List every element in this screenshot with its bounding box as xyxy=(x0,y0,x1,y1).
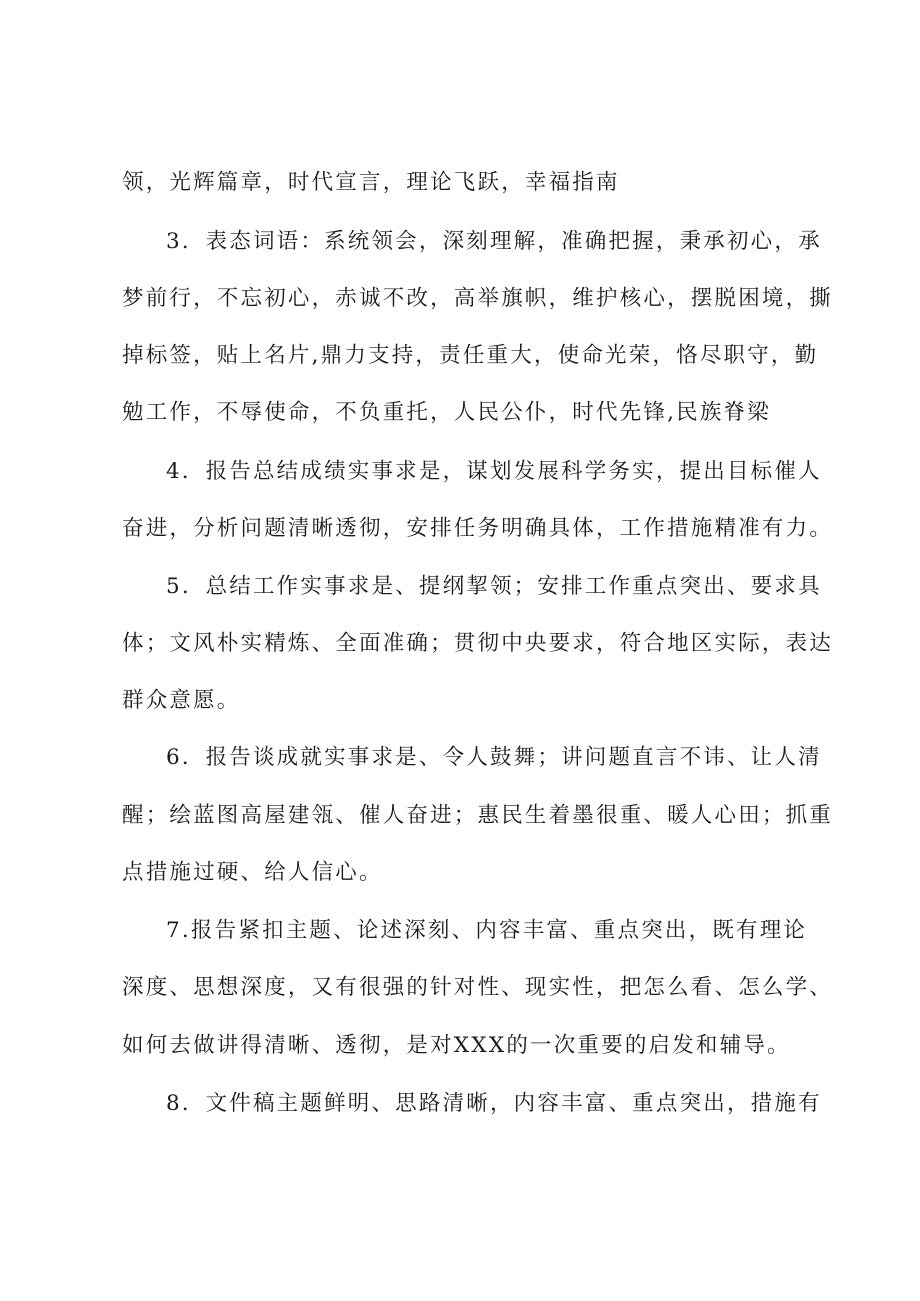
text-line: 深度、思想深度，又有很强的针对性、现实性，把怎么看、怎么学、 xyxy=(122,975,834,1000)
item-5-line: 5．总结工作实事求是、提纲挈领；安排工作重点突出、要求具 xyxy=(166,574,822,599)
text-line: 掉标签，贴上名片,鼎力支持，责任重大，使命光荣，恪尽职守，勤 xyxy=(122,343,819,368)
item-7-line: 7.报告紧扣主题、论述深刻、内容丰富、重点突出，既有理论 xyxy=(166,918,808,943)
text-line: 如何去做讲得清晰、透彻，是对XXX的一次重要的启发和辅导。 xyxy=(122,1033,791,1058)
text-line: 体；文风朴实精炼、全面准确；贯彻中央要求，符合地区实际，表达 xyxy=(122,631,834,656)
text-line: 领，光辉篇章，时代宣言，理论飞跃，幸福指南 xyxy=(122,170,620,195)
text-line: 醒；绘蓝图高屋建瓴、催人奋进；惠民生着墨很重、暖人心田；抓重 xyxy=(122,803,834,828)
text-line: 勉工作，不辱使命，不负重托，人民公仆，时代先锋,民族脊梁 xyxy=(122,400,771,425)
text-line: 梦前行，不忘初心，赤诚不改，高举旗帜，维护核心，摆脱困境，撕 xyxy=(122,286,834,311)
item-6-line: 6．报告谈成就实事求是、令人鼓舞；讲问题直言不讳、让人清 xyxy=(166,745,822,770)
item-4-line: 4．报告总结成绩实事求是，谋划发展科学务实，提出目标催人 xyxy=(166,459,822,484)
text-line: 点措施过硬、给人信心。 xyxy=(122,860,383,885)
item-3-line: 3．表态词语：系统领会，深刻理解，准确把握，秉承初心，承 xyxy=(166,229,822,254)
text-line: 奋进，分析问题清晰透彻，安排任务明确具体，工作措施精准有力。 xyxy=(122,516,834,541)
text-line: 群众意愿。 xyxy=(122,688,241,713)
item-8-line: 8．文件稿主题鲜明、思路清晰，内容丰富、重点突出，措施有 xyxy=(166,1091,822,1116)
